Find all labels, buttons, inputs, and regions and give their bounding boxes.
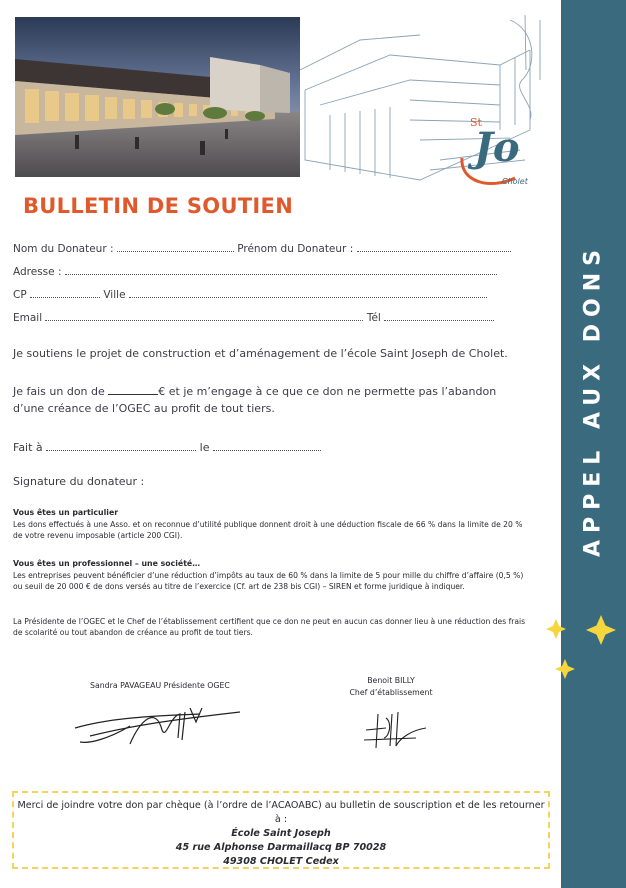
donation-statement bbox=[13, 383, 533, 417]
signature-billy bbox=[356, 708, 436, 754]
city-label: Ville bbox=[103, 289, 126, 301]
individual-line1: Les dons effectués à une Asso. et on reconnue d’utilité publique donnent droit à une déduction fiscale de 66 % dans la limite de 20 % bbox=[13, 520, 523, 529]
donor-firstname-field[interactable] bbox=[357, 243, 511, 252]
email-tel-row bbox=[13, 312, 494, 324]
cp-field[interactable] bbox=[30, 289, 100, 298]
donation-part2: € et je m’engage à ce que ce don ne permette pas l’abandon bbox=[158, 385, 497, 398]
address-row bbox=[13, 266, 497, 278]
footer-school: École Saint Joseph bbox=[231, 828, 331, 839]
logo-jo: Jo bbox=[474, 124, 520, 171]
donor-firstname-label: Prénom du Donateur : bbox=[237, 243, 354, 255]
address-label: Adresse : bbox=[13, 266, 62, 278]
tel-label: Tél bbox=[366, 312, 381, 324]
donation-amount-field[interactable] bbox=[108, 385, 158, 395]
email-field[interactable] bbox=[45, 312, 363, 321]
individual-heading: Vous êtes un particulier bbox=[13, 508, 119, 517]
date-label: le bbox=[199, 441, 210, 454]
donor-name-field[interactable] bbox=[117, 243, 234, 252]
professional-line2: ou seuil de 20 000 € de dons versés au titre de l’exercice (Cf. art de 238 bis CGI) – SIREN et forme juridique à indiquer. bbox=[13, 582, 465, 591]
footer-line1: Merci de joindre votre don par chèque (à l’ordre de l’ACAOABC) au bulletin de souscription et de les retourner à : bbox=[17, 800, 545, 825]
star-icon bbox=[546, 619, 566, 639]
email-label: Email bbox=[13, 312, 43, 324]
signature-label: Signature du donateur : bbox=[13, 475, 145, 488]
individual-line2: de votre revenu imposable (article 200 CGI). bbox=[13, 531, 183, 540]
donation-part1: Je fais un don de bbox=[13, 385, 105, 398]
cp-city-row bbox=[13, 289, 487, 301]
support-statement: Je soutiens le projet de construction et d’aménagement de l’école Saint Joseph de Cholet. bbox=[13, 347, 508, 360]
city-field[interactable] bbox=[129, 289, 487, 298]
star-icon bbox=[586, 615, 616, 645]
logo-st: St bbox=[470, 116, 482, 129]
donor-name-row bbox=[13, 243, 511, 255]
made-at-row bbox=[13, 439, 321, 456]
made-at-label: Fait à bbox=[13, 441, 43, 454]
donation-line2: d’une créance de l’OGEC au profit de tout tiers. bbox=[13, 402, 275, 415]
tel-field[interactable] bbox=[384, 312, 494, 321]
school-logo bbox=[460, 116, 540, 196]
signatory-1-name: Sandra PAVAGEAU Présidente OGEC bbox=[90, 681, 230, 690]
certification-line1: La Présidente de l’OGEC et le Chef de l’établissement certifient que ce don ne peut en aucun cas donner lieu à une réduction des frais bbox=[13, 617, 526, 626]
page-title: BULLETIN DE SOUTIEN bbox=[23, 194, 294, 218]
date-field[interactable] bbox=[213, 442, 321, 451]
signatory-2-name: Benoit BILLY bbox=[367, 676, 415, 685]
certification-line2: de scolarité ou tout abandon de créance au profit de tout tiers. bbox=[13, 628, 253, 637]
signature-pavageau bbox=[70, 700, 270, 752]
return-instructions-box bbox=[12, 791, 550, 869]
professional-heading: Vous êtes un professionnel – une société… bbox=[13, 559, 201, 568]
cp-label: CP bbox=[13, 289, 27, 301]
donor-name-label: Nom du Donateur : bbox=[13, 243, 114, 255]
footer-street: 45 rue Alphonse Darmaillacq BP 70028 bbox=[175, 842, 387, 853]
school-photo bbox=[15, 17, 300, 177]
made-at-field[interactable] bbox=[46, 442, 196, 451]
address-field[interactable] bbox=[65, 266, 497, 275]
star-icon bbox=[555, 659, 575, 679]
signatory-2-role: Chef d’établissement bbox=[349, 688, 433, 697]
side-band-title: APPEL AUX DONS bbox=[580, 242, 606, 558]
logo-city: Cholet bbox=[502, 177, 528, 186]
footer-city: 49308 CHOLET Cedex bbox=[223, 856, 339, 867]
professional-line1: Les entreprises peuvent bénéficier d’une réduction d’impôts au taux de 60 % dans la limite de 5 pour mille du chiffre d’affaire (0,5 %) bbox=[13, 571, 524, 580]
